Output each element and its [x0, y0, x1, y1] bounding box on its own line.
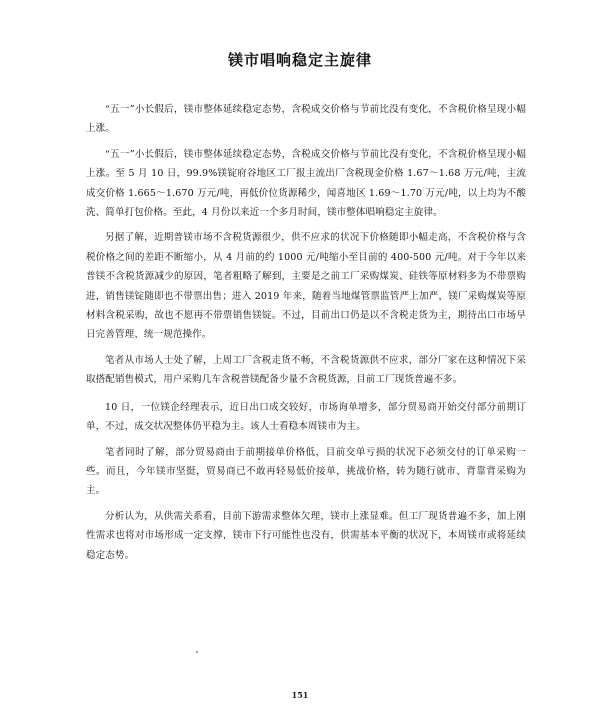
paragraph-4: 笔者从市场人士处了解，上周工厂含税走货不畅，不含税货源供不应求，部分厂家在这种情况下采取搭配销售模式，用户采购几车含税普镁配备少量不含税货源，目前工厂现货普遍不多。 [86, 354, 526, 386]
paragraph-2: “五一”小长假后，镁市整体延续稳定态势，含税成交价格与节前比没有变化，不含税价格呈现小幅上涨。至 5 月 10 日，99.9%镁锭府谷地区工厂报主流出厂含税现金价格 1.67～1.68 万元/吨，主流成交价格 1.665～1.670 万元/吨，再低价位货源稀少，闻喜地区 1.69～1.70 万元/吨，以上均为不酸洗、简单打包价格。至此，4 月份以来近一个多月时间，镁市整体唱响稳定主旋律。 [86, 148, 526, 219]
paragraph-3: 另据了解，近期普镁市场不含税货源很少，供不应求的状况下价格随即小幅走高，不含税价格与含税价格之间的差距不断缩小，从 4 月前的约 1000 元/吨缩小至目前的 400-500 元/吨。对于今年以来普镁不含税货源减少的原因，笔者粗略了解到，主要是之前工厂采购煤炭、硅铁等原材料多为不带票购进，销售镁锭随即也不带票出售；进入 2019 年来，随着当地煤管票监管严上加严，镁厂采购煤炭等原材料含税采购，故也不愿再不带票销售镁锭。不过，目前出口仍是以不含税走货为主，期待出口市场早日完善管理、统一规范操作。 [86, 232, 526, 341]
scan-speck [196, 651, 198, 653]
scan-speck [258, 458, 260, 460]
paragraph-5: 10 日，一位镁企经理表示，近日出口成交较好，市场询单增多，部分贸易商开始交付部分前期订单，不过，成交状况整体仍平稳为主。该人士看稳本周镁市为主。 [86, 401, 526, 433]
document-body [86, 100, 526, 571]
paragraph-6: 笔者同时了解，部分贸易商由于前期接单价格低，目前交单亏损的状况下必须交付的订单采购一些。而且，今年镁市坚挺，贸易商已不敢再轻易低价接单，挑战价格，转为随行就市、背靠背采购为主。 [86, 446, 526, 497]
page-number: 151 [291, 690, 309, 700]
paragraph-7: 分析认为，从供需关系看，目前下游需求整体欠理，镁市上涨显难。但工厂现货普遍不多，加上刚性需求也将对市场形成一定支撑，镁市下行可能性也没有，供需基本平衡的状况下，本周镁市或将延续稳定态势。 [86, 510, 526, 561]
document-title: 镁市唱响稳定主旋律 [227, 51, 372, 69]
paragraph-1: “五一”小长假后，镁市整体延续稳定态势，含税成交价格与节前比没有变化，不含税价格呈现小幅上涨。 [86, 104, 526, 135]
